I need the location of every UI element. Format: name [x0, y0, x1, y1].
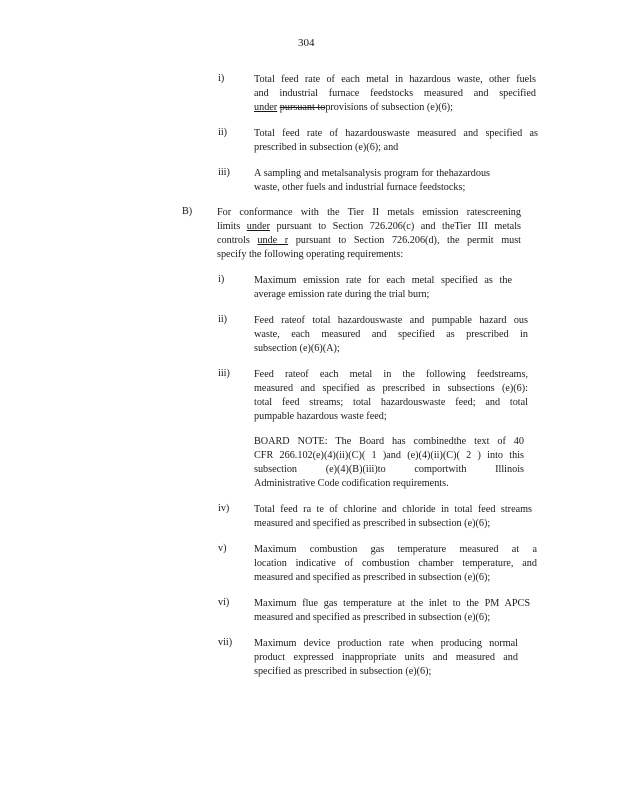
text-line — [254, 368, 528, 382]
item-label: v) — [218, 543, 227, 554]
text-run: and industrial furnace feedstocks measured and specified — [254, 88, 536, 99]
text-line — [254, 611, 530, 625]
text-run: specified as prescribed in subsection (e)(6); — [254, 666, 432, 677]
item-label: iv) — [218, 503, 230, 514]
text-line — [254, 127, 538, 141]
text-line — [254, 651, 518, 665]
text-run: prescribed in subsection (e)(6); and — [254, 142, 399, 153]
text-line — [254, 396, 528, 410]
text-line — [254, 410, 528, 424]
text-run: Total feed rate of each metal in hazardous waste, other fuels — [254, 74, 536, 85]
text-line — [254, 181, 490, 195]
text-run: total feed streams; total hazardouswaste feed; and total — [254, 397, 528, 408]
text-line — [254, 141, 538, 155]
text-line — [254, 477, 524, 491]
inserted-text: under — [254, 102, 278, 113]
text-run: For conformance with the Tier II metals emission ratescreening — [217, 207, 521, 218]
text-line — [254, 314, 528, 328]
item-label: B) — [182, 206, 193, 217]
text-run: Maximum emission rate for each metal specified as the — [254, 275, 512, 286]
text-run: location indicative of combustion chamber temperature, and — [254, 558, 537, 569]
item-text — [254, 127, 538, 155]
text-run: subsection (e)(6)(A); — [254, 343, 340, 354]
text-line — [254, 274, 512, 288]
text-run: controls — [217, 235, 258, 246]
text-run: Maximum combustion gas temperature measured at a — [254, 544, 537, 555]
text-run: pursuant to Section 726.206(c) and theTier III metals — [269, 221, 521, 232]
text-run: BOARD NOTE: The Board has combinedthe text of 40 — [254, 436, 524, 447]
item-label: vii) — [218, 637, 233, 648]
page-number: 304 — [298, 37, 315, 49]
text-line — [254, 517, 532, 531]
inserted-text: unde r — [257, 235, 289, 246]
text-line — [254, 571, 537, 585]
item-label: i) — [218, 274, 225, 285]
text-run: A sampling and metalsanalysis program for thehazardous — [254, 168, 490, 179]
deleted-text: pursuant to — [279, 102, 326, 113]
text-line — [254, 328, 528, 342]
text-run: Maximum device production rate when producing normal — [254, 638, 518, 649]
text-run: Administrative Code codification requirements. — [254, 478, 449, 489]
text-run: Maximum flue gas temperature at the inlet to the PM APCS — [254, 598, 530, 609]
text-line — [217, 206, 521, 220]
item-text — [254, 167, 490, 195]
text-run: measured and specified as prescribed in subsection (e)(6); — [254, 612, 491, 623]
item-label: iii) — [218, 368, 230, 379]
text-line — [254, 557, 537, 571]
text-line — [254, 87, 536, 101]
text-run: provisions of subsection (e)(6); — [325, 102, 453, 113]
item-text — [254, 274, 512, 302]
item-text — [254, 637, 518, 679]
text-line — [254, 543, 537, 557]
text-line — [254, 101, 536, 115]
item-label: i) — [218, 73, 225, 84]
text-line — [254, 637, 518, 651]
text-line — [254, 463, 524, 477]
text-line — [254, 73, 536, 87]
text-run: specify the following operating requirements: — [217, 249, 404, 260]
item-label: ii) — [218, 127, 228, 138]
text-run: product expressed inappropriate units and measured and — [254, 652, 518, 663]
text-line — [254, 342, 528, 356]
text-line — [254, 503, 532, 517]
text-run: limits — [217, 221, 247, 232]
text-run: measured and specified as prescribed in subsection (e)(6); — [254, 572, 491, 583]
text-run: waste, each measured and specified as prescribed in — [254, 329, 528, 340]
text-run: waste, other fuels and industrial furnace feedstocks; — [254, 182, 466, 193]
item-text — [254, 314, 528, 356]
text-run: measured and specified as prescribed in subsection (e)(6); — [254, 518, 491, 529]
text-line — [254, 435, 524, 449]
item-text — [254, 597, 530, 625]
item-label: iii) — [218, 167, 230, 178]
text-line — [217, 220, 521, 234]
item-text — [254, 543, 537, 585]
text-run: measured and specified as prescribed in subsections (e)(6): — [254, 383, 528, 394]
text-line — [254, 665, 518, 679]
text-line — [254, 382, 528, 396]
text-run: pumpable hazardous waste feed; — [254, 411, 387, 422]
text-run: pursuant to Section 726.206(d), the permit must — [288, 235, 522, 246]
item-text — [254, 503, 532, 531]
text-line — [254, 597, 530, 611]
text-run: subsection (e)(4)(B)(iii)to comportwith Illinois — [254, 464, 524, 475]
text-run: Feed rateof total hazardouswaste and pumpable hazard ous — [254, 315, 528, 326]
item-text — [217, 206, 521, 262]
item-label: ii) — [218, 314, 228, 325]
text-run: Total feed rate of hazardouswaste measured and specified as — [254, 128, 538, 139]
text-line — [217, 234, 521, 248]
text-line — [217, 248, 521, 262]
text-line — [254, 288, 512, 302]
inserted-text: under — [246, 221, 270, 232]
item-text — [254, 73, 536, 115]
board-note — [254, 435, 524, 491]
text-run: Total feed ra te of chlorine and chloride in total feed streams — [254, 504, 532, 515]
text-run: Feed rateof each metal in the following feedstreams, — [254, 369, 528, 380]
text-line — [254, 167, 490, 181]
item-text — [254, 368, 528, 424]
text-run: average emission rate during the trial burn; — [254, 289, 430, 300]
item-label: vi) — [218, 597, 230, 608]
text-line — [254, 449, 524, 463]
text-run: CFR 266.102(e)(4)(ii)(C)( 1 )and (e)(4)(ii)(C)( 2 ) into this — [254, 450, 524, 461]
